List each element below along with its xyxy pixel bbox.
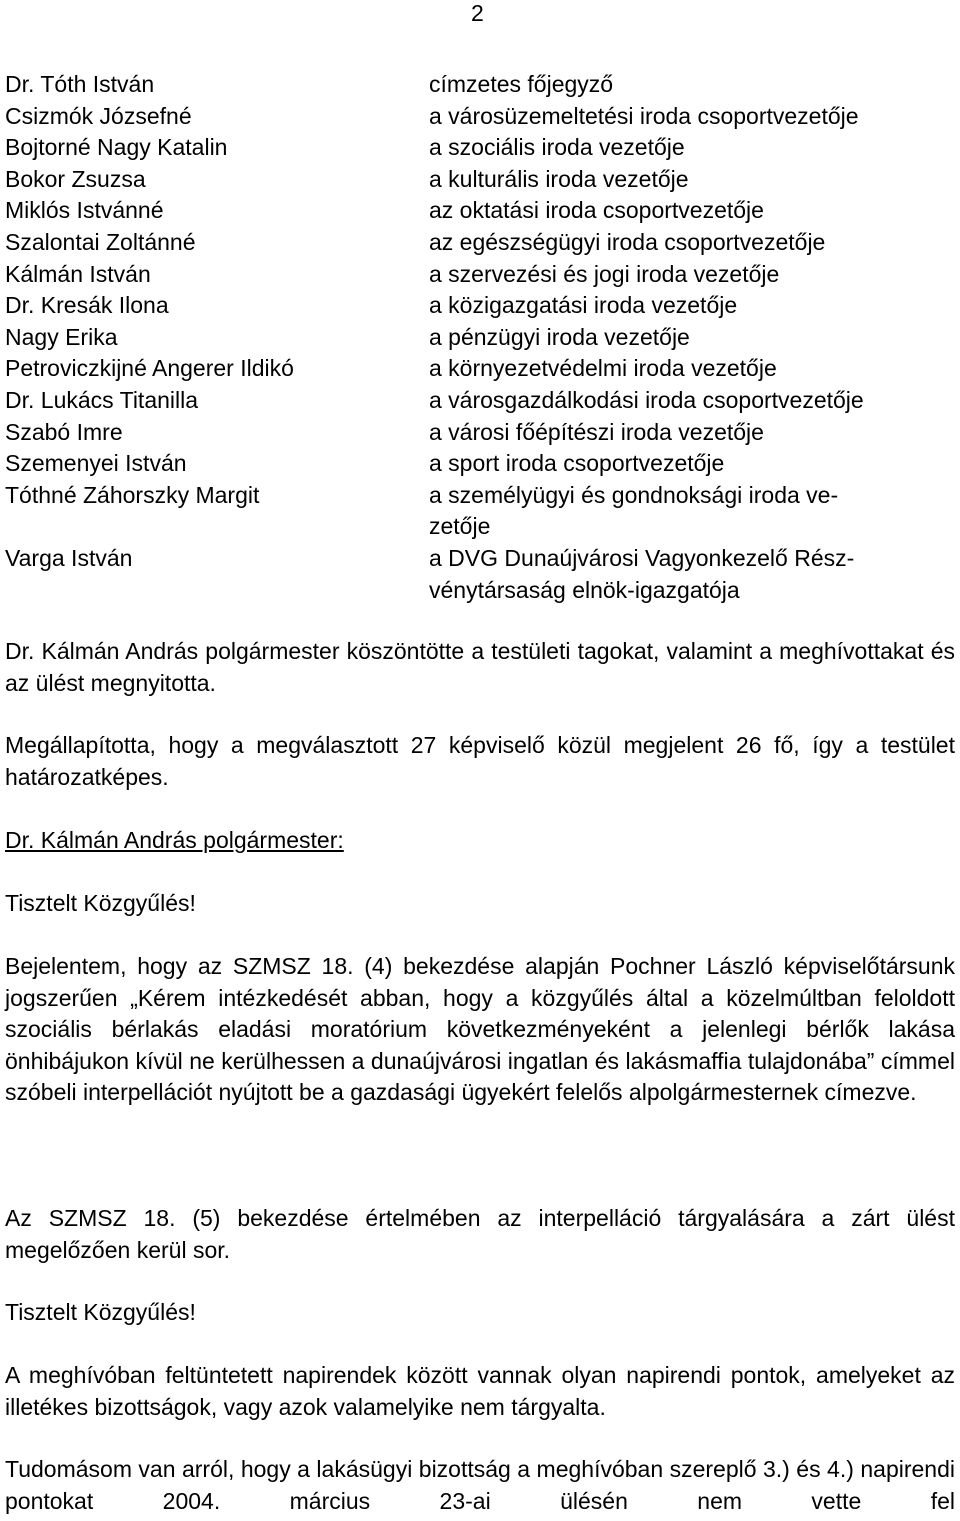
attendee-name: Dr. Lukács Titanilla: [5, 386, 199, 413]
attendee-row: [5, 543, 955, 606]
attendee-row: [5, 353, 955, 385]
attendee-role: a városüzemeltetési iroda csoportvezetője: [429, 102, 859, 129]
opening-paragraph: [5, 636, 955, 699]
attendee-row: [5, 164, 955, 196]
paragraph-szmsz: Az SZMSZ 18. (5) bekezdése értelmében az interpelláció tárgyalására a zárt ülést megelőzően kerül sor.: [5, 1205, 955, 1263]
attendee-name: Szabó Imre: [5, 418, 123, 445]
attendee-name: Csizmók Józsefné: [5, 102, 192, 129]
attendee-name: Dr. Tóth István: [5, 71, 155, 97]
attendee-name: Petroviczkijné Angerer Ildikó: [5, 355, 294, 382]
attendee-name: Kálmán István: [5, 260, 151, 287]
attendee-role: a közigazgatási iroda vezetője: [429, 292, 738, 319]
attendee-row: [5, 69, 955, 101]
attendee-role: a személyügyi és gondnoksági iroda ve- zetője: [429, 481, 839, 540]
attendee-name: Bojtorné Nagy Katalin: [5, 134, 228, 161]
attendee-name: Miklós Istvánné: [5, 197, 164, 224]
greeting-1: Tisztelt Közgyűlés!: [5, 890, 196, 916]
attendee-row: [5, 101, 955, 133]
attendee-row: [5, 417, 955, 449]
attendee-role: a DVG Dunaújvárosi Vagyonkezelő Rész- vénytársaság elnök-igazgatója: [429, 544, 855, 603]
attendee-role: a környezetvédelmi iroda vezetője: [429, 355, 777, 382]
paragraph-committee: Tudomásom van arról, hogy a lakásügyi bizottság a meghívóban szereplő 3.) és 4.) napirendi pontokat 2004. március 23-ai ülésén nem vette fel: [5, 1456, 955, 1514]
page-number: 2: [471, 0, 484, 26]
attendee-row: [5, 132, 955, 164]
attendee-row: [5, 259, 955, 291]
attendee-role: a szociális iroda vezetője: [429, 134, 685, 161]
speaker-heading: Dr. Kálmán András polgármester:: [5, 827, 344, 853]
attendee-name: Szalontai Zoltánné: [5, 228, 196, 255]
greeting-2: Tisztelt Közgyűlés!: [5, 1299, 196, 1325]
greeting-block-1: [5, 888, 955, 920]
quorum-paragraph: [5, 730, 955, 793]
committee-paragraph: [5, 1454, 955, 1517]
attendee-name: Szemenyei István: [5, 450, 187, 477]
attendee-name: Bokor Zsuzsa: [5, 165, 146, 192]
attendee-row: [5, 195, 955, 227]
szmsz-paragraph: [5, 1203, 955, 1266]
paragraph-interpellation: Bejelentem, hogy az SZMSZ 18. (4) bekezdése alapján Pochner László képviselőtársunk jogszerűen „Kérem intézkedését abban, hogy a közgyűlés által a közelmúltban feloldott szociális bérlakás eladási moratórium következményeként a jelenlegi bérlők lakása önhibájukon kívül ne kerülhessen a dunaújvárosi ingatlan és lakásmaffia tulajdonába” címmel szóbeli interpellációt nyújtott be a gazdasági ügyekért felelős alpolgármesternek címezve.: [5, 953, 955, 1106]
attendee-role: a pénzügyi iroda vezetője: [429, 323, 690, 350]
interpellation-paragraph: [5, 951, 955, 1109]
paragraph-opening: Dr. Kálmán András polgármester köszöntötte a testületi tagokat, valamint a meghívottakat és az ülést megnyitotta.: [5, 638, 955, 696]
paragraph-quorum: Megállapította, hogy a megválasztott 27 képviselő közül megjelent 26 fő, így a testület határozatképes.: [5, 732, 955, 790]
greeting-block-2: [5, 1297, 955, 1329]
attendee-role: címzetes főjegyző: [429, 71, 614, 97]
attendee-name: Tóthné Záhorszky Margit: [5, 481, 260, 508]
attendee-row: [5, 227, 955, 259]
speaker-heading-block: [5, 825, 955, 857]
attendee-role: az oktatási iroda csoportvezetője: [429, 197, 764, 224]
attendee-list: [5, 69, 955, 606]
attendee-role: a városi főépítészi iroda vezetője: [429, 418, 764, 445]
agenda-paragraph: [5, 1360, 955, 1423]
attendee-row: [5, 322, 955, 354]
attendee-role: a városgazdálkodási iroda csoportvezetője: [429, 386, 864, 413]
attendee-role: a szervezési és jogi iroda vezetője: [429, 260, 780, 287]
attendee-row: [5, 290, 955, 322]
attendee-row: [5, 480, 955, 543]
attendee-name: Dr. Kresák Ilona: [5, 292, 169, 319]
attendee-role: a kulturális iroda vezetője: [429, 165, 689, 192]
attendee-row: [5, 448, 955, 480]
paragraph-agenda: A meghívóban feltüntetett napirendek között vannak olyan napirendi pontok, amelyeket az illetékes bizottságok, vagy azok valamelyike nem tárgyalta.: [5, 1362, 955, 1420]
attendee-name: Nagy Erika: [5, 323, 118, 350]
attendee-role: a sport iroda csoportvezetője: [429, 450, 725, 477]
attendee-row: [5, 385, 955, 417]
attendee-role: az egészségügyi iroda csoportvezetője: [429, 228, 826, 255]
attendee-name: Varga István: [5, 544, 133, 571]
